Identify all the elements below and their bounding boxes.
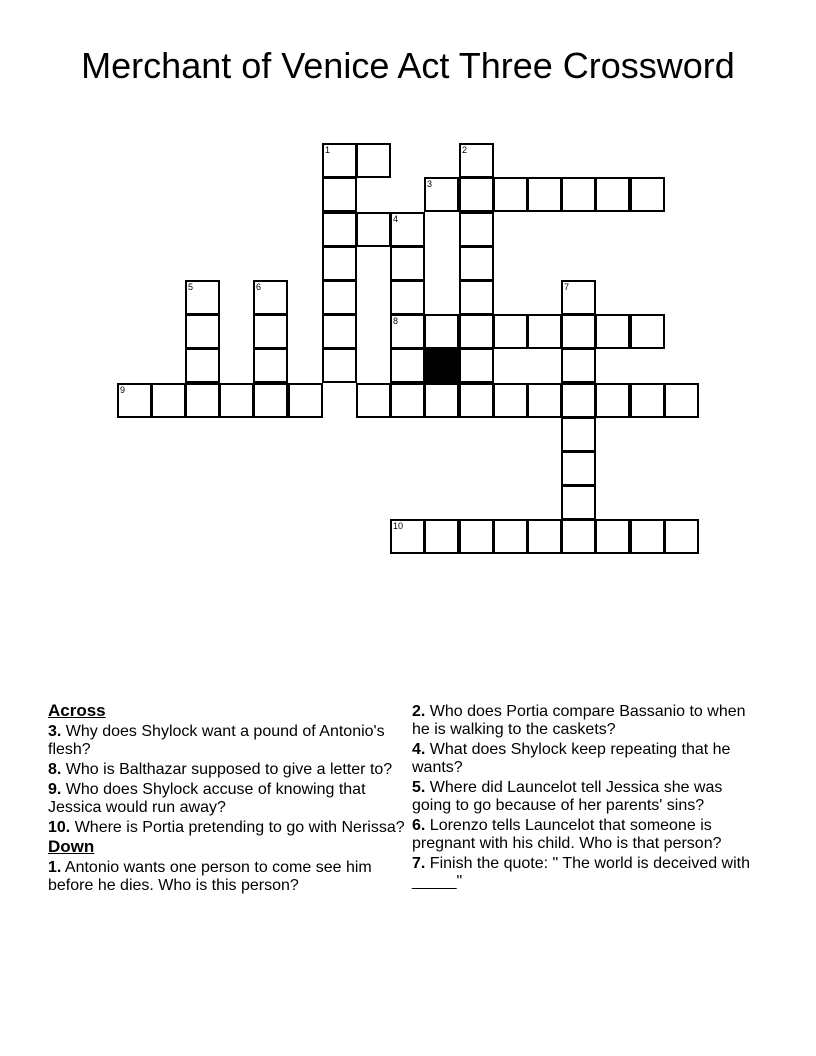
down-clue-list bbox=[48, 859, 408, 895]
clue-item bbox=[412, 703, 757, 739]
grid-cell[interactable] bbox=[390, 383, 425, 418]
clue-number: 1 bbox=[325, 145, 331, 155]
grid-cell-3[interactable] bbox=[424, 177, 459, 212]
grid-cell[interactable] bbox=[493, 383, 528, 418]
clue-item bbox=[48, 819, 408, 837]
clues-section bbox=[48, 701, 768, 961]
grid-cell[interactable] bbox=[561, 383, 596, 418]
clue-item-number: 5. bbox=[412, 779, 426, 796]
grid-cell[interactable] bbox=[630, 383, 665, 418]
clue-number: 2 bbox=[462, 145, 468, 155]
clue-item-text: Lorenzo tells Launcelot that someone is pregnant with his child. Who is that person? bbox=[412, 817, 722, 852]
grid-cell[interactable] bbox=[459, 246, 494, 281]
grid-cell[interactable] bbox=[390, 246, 425, 281]
grid-cell[interactable] bbox=[185, 314, 220, 349]
grid-cell[interactable] bbox=[288, 383, 323, 418]
grid-cell[interactable] bbox=[493, 177, 528, 212]
puzzle-title: Merchant of Venice Act Three Crossword bbox=[81, 45, 735, 86]
clue-item-text: Where did Launcelot tell Jessica she was going to go because of her parents' sins? bbox=[412, 779, 723, 814]
grid-cell[interactable] bbox=[561, 348, 596, 383]
grid-cell[interactable] bbox=[493, 314, 528, 349]
clue-item bbox=[412, 855, 757, 891]
grid-cell[interactable] bbox=[630, 177, 665, 212]
clue-item-number: 8. bbox=[48, 761, 62, 778]
clue-number: 10 bbox=[393, 521, 404, 531]
grid-cell[interactable] bbox=[527, 314, 562, 349]
clue-number: 6 bbox=[256, 282, 262, 292]
grid-cell[interactable] bbox=[493, 519, 528, 554]
clue-item bbox=[412, 779, 757, 815]
grid-cell-9[interactable] bbox=[117, 383, 152, 418]
clue-item-text: Who is Balthazar supposed to give a letter to? bbox=[61, 761, 393, 778]
grid-cell[interactable] bbox=[322, 280, 357, 315]
grid-cell[interactable] bbox=[459, 280, 494, 315]
grid-cell[interactable] bbox=[561, 417, 596, 452]
grid-cell-1[interactable] bbox=[322, 143, 357, 178]
grid-cell[interactable] bbox=[459, 383, 494, 418]
grid-cell[interactable] bbox=[630, 314, 665, 349]
clue-item-number: 6. bbox=[412, 817, 426, 834]
grid-cell[interactable] bbox=[356, 143, 391, 178]
clue-item-number: 9. bbox=[48, 781, 62, 798]
clue-item bbox=[48, 723, 408, 759]
clue-item-number: 2. bbox=[412, 703, 426, 720]
grid-cell[interactable] bbox=[527, 383, 562, 418]
grid-cell-5[interactable] bbox=[185, 280, 220, 315]
grid-cell[interactable] bbox=[459, 348, 494, 383]
grid-cell[interactable] bbox=[322, 246, 357, 281]
grid-cell[interactable] bbox=[424, 383, 459, 418]
grid-cell[interactable] bbox=[527, 519, 562, 554]
clues-left-column bbox=[48, 701, 408, 895]
across-heading: Across bbox=[48, 701, 106, 720]
grid-cell[interactable] bbox=[424, 519, 459, 554]
clue-item bbox=[412, 741, 757, 777]
grid-cell[interactable] bbox=[595, 519, 630, 554]
grid-cell[interactable] bbox=[459, 314, 494, 349]
grid-cell[interactable] bbox=[561, 519, 596, 554]
clues-right-column bbox=[412, 701, 757, 891]
grid-cell[interactable] bbox=[322, 314, 357, 349]
grid-cell[interactable] bbox=[561, 451, 596, 486]
clue-number: 9 bbox=[120, 385, 126, 395]
across-clue-list bbox=[48, 723, 408, 837]
clue-item-number: 1. bbox=[48, 859, 62, 876]
clue-item bbox=[48, 761, 408, 779]
grid-cell[interactable] bbox=[561, 485, 596, 520]
grid-cell[interactable] bbox=[322, 212, 357, 247]
grid-cell[interactable] bbox=[253, 314, 288, 349]
grid-cell[interactable] bbox=[322, 177, 357, 212]
clue-item-text: Who does Shylock accuse of knowing that Jessica would run away? bbox=[48, 781, 366, 816]
grid-cell[interactable] bbox=[424, 314, 459, 349]
down-heading: Down bbox=[48, 837, 95, 856]
grid-cell-4[interactable] bbox=[390, 212, 425, 247]
clue-number: 3 bbox=[427, 179, 433, 189]
grid-cell[interactable] bbox=[459, 212, 494, 247]
clue-number: 8 bbox=[393, 316, 399, 326]
grid-cell[interactable] bbox=[664, 519, 699, 554]
clue-item-text: Finish the quote: " The world is deceived with _____" bbox=[412, 855, 751, 890]
grid-cell[interactable] bbox=[664, 383, 699, 418]
clue-number: 5 bbox=[188, 282, 194, 292]
grid-cell[interactable] bbox=[595, 383, 630, 418]
grid-cell[interactable] bbox=[561, 314, 596, 349]
clue-item bbox=[412, 817, 757, 853]
clue-item bbox=[48, 859, 408, 895]
clue-item-text: Where is Portia pretending to go with Nerissa? bbox=[70, 819, 405, 836]
grid-cell-8[interactable] bbox=[390, 314, 425, 349]
grid-cell[interactable] bbox=[151, 383, 186, 418]
clue-item-number: 10. bbox=[48, 819, 71, 836]
grid-cell[interactable] bbox=[253, 348, 288, 383]
grid-cell-10[interactable] bbox=[390, 519, 425, 554]
clue-item-number: 3. bbox=[48, 723, 62, 740]
clue-item-text: Who does Portia compare Bassanio to when he is walking to the caskets? bbox=[412, 703, 746, 738]
grid-cell[interactable] bbox=[185, 348, 220, 383]
grid-cell[interactable] bbox=[253, 383, 288, 418]
grid-cell[interactable] bbox=[356, 383, 391, 418]
grid-cell[interactable] bbox=[595, 177, 630, 212]
grid-cell[interactable] bbox=[459, 177, 494, 212]
grid-cell-6[interactable] bbox=[253, 280, 288, 315]
grid-cell[interactable] bbox=[561, 177, 596, 212]
clue-number: 7 bbox=[564, 282, 570, 292]
clue-item-number: 4. bbox=[412, 741, 426, 758]
grid-cell[interactable] bbox=[595, 314, 630, 349]
clue-item-text: Why does Shylock want a pound of Antonio's flesh? bbox=[48, 723, 385, 758]
grid-cell-2[interactable] bbox=[459, 143, 494, 178]
grid-cell[interactable] bbox=[390, 280, 425, 315]
clue-item-text: Antonio wants one person to come see him before he dies. Who is this person? bbox=[48, 859, 372, 894]
grid-cell[interactable] bbox=[527, 177, 562, 212]
grid-cell[interactable] bbox=[459, 519, 494, 554]
down-clue-list-continued bbox=[412, 703, 757, 891]
grid-cell[interactable] bbox=[185, 383, 220, 418]
clue-number: 4 bbox=[393, 214, 399, 224]
grid-cell[interactable] bbox=[219, 383, 254, 418]
grid-cell[interactable] bbox=[356, 212, 391, 247]
clue-item-text: What does Shylock keep repeating that he wants? bbox=[412, 741, 731, 776]
grid-cell-7[interactable] bbox=[561, 280, 596, 315]
clue-item bbox=[48, 781, 408, 817]
grid-cell[interactable] bbox=[390, 348, 425, 383]
clue-item-number: 7. bbox=[412, 855, 426, 872]
grid-cell[interactable] bbox=[322, 348, 357, 383]
grid-cell[interactable] bbox=[630, 519, 665, 554]
black-cell bbox=[424, 348, 459, 383]
